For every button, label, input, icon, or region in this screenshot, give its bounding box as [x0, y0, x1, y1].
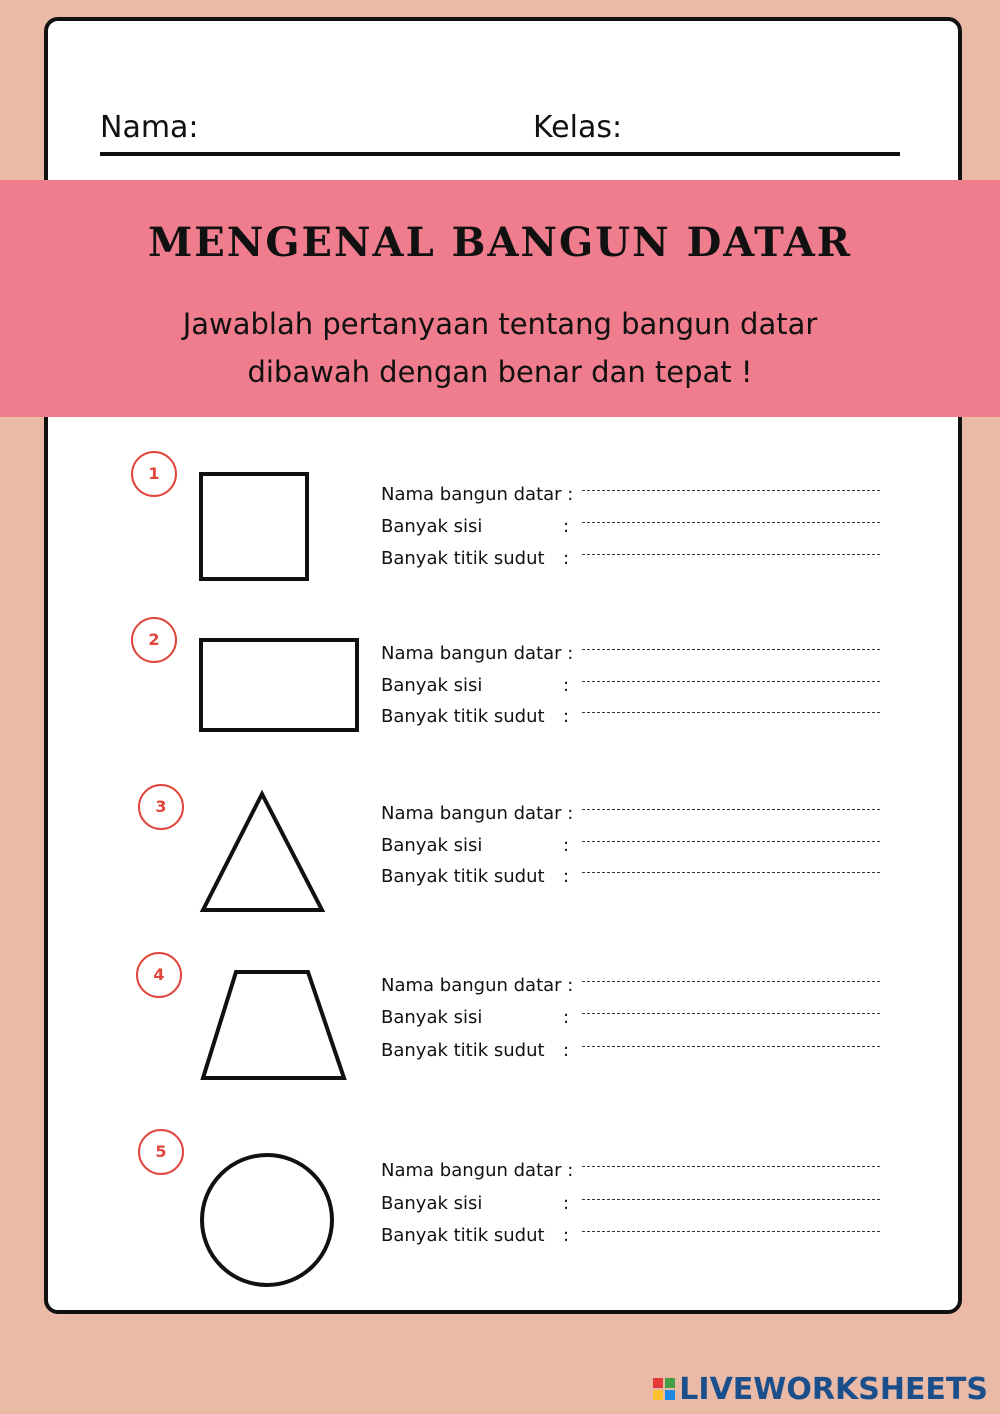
q1-name-label: Nama bangun datar :	[381, 484, 574, 505]
instructions	[0, 300, 1000, 396]
rectangle-shape	[198, 637, 362, 734]
circle-shape	[198, 1151, 338, 1289]
q3-corners-colon: :	[563, 866, 570, 887]
name-label: Nama:	[100, 110, 199, 145]
q3-sides-answer-line[interactable]	[582, 841, 880, 842]
q4-corners-answer-line[interactable]	[582, 1046, 880, 1047]
q5-corners-answer-line[interactable]	[582, 1231, 880, 1232]
worksheet-title: MENGENAL BANGUN DATAR	[148, 219, 852, 266]
instructions-line-1: Jawablah pertanyaan tentang bangun datar	[182, 307, 818, 341]
liveworksheets-logo-icon	[653, 1378, 675, 1400]
q2-corners-label: Banyak titik sudut	[381, 706, 545, 727]
question-number-2: 2	[131, 617, 177, 663]
q5-sides-label: Banyak sisi	[381, 1193, 483, 1214]
q5-corners-colon: :	[563, 1225, 570, 1246]
q2-corners-answer-line[interactable]	[582, 712, 880, 713]
q5-corners-label: Banyak titik sudut	[381, 1225, 545, 1246]
brand-name: LIVEWORKSHEETS	[679, 1371, 988, 1407]
triangle-shape	[198, 788, 328, 916]
name-class-row	[100, 106, 900, 156]
q2-sides-label: Banyak sisi	[381, 675, 483, 696]
question-number-5: 5	[138, 1129, 184, 1175]
q3-name-answer-line[interactable]	[582, 809, 880, 810]
q3-sides-colon: :	[563, 835, 570, 856]
q1-sides-label: Banyak sisi	[381, 516, 483, 537]
question-number-4: 4	[136, 952, 182, 998]
q4-name-answer-line[interactable]	[582, 981, 880, 982]
q3-name-label: Nama bangun datar :	[381, 803, 574, 824]
q5-sides-answer-line[interactable]	[582, 1199, 880, 1200]
q5-name-answer-line[interactable]	[582, 1166, 880, 1167]
q4-corners-label: Banyak titik sudut	[381, 1040, 545, 1061]
instructions-line-2: dibawah dengan benar dan tepat !	[247, 355, 753, 389]
question-number-1: 1	[131, 451, 177, 497]
q1-corners-label: Banyak titik sudut	[381, 548, 545, 569]
q1-sides-colon: :	[563, 516, 570, 537]
q1-sides-answer-line[interactable]	[582, 522, 880, 523]
q1-corners-colon: :	[563, 548, 570, 569]
q4-name-label: Nama bangun datar :	[381, 975, 574, 996]
q2-name-answer-line[interactable]	[582, 649, 880, 650]
q4-sides-label: Banyak sisi	[381, 1007, 483, 1028]
question-number-3: 3	[138, 784, 184, 830]
q4-corners-colon: :	[563, 1040, 570, 1061]
trapezoid-shape	[198, 967, 350, 1083]
class-label: Kelas:	[533, 110, 623, 145]
q2-sides-colon: :	[563, 675, 570, 696]
q5-sides-colon: :	[563, 1193, 570, 1214]
q1-corners-answer-line[interactable]	[582, 554, 880, 555]
q3-sides-label: Banyak sisi	[381, 835, 483, 856]
q4-sides-answer-line[interactable]	[582, 1013, 880, 1014]
q2-name-label: Nama bangun datar :	[381, 643, 574, 664]
q2-sides-answer-line[interactable]	[582, 681, 880, 682]
q1-name-answer-line[interactable]	[582, 490, 880, 491]
q3-corners-label: Banyak titik sudut	[381, 866, 545, 887]
q4-sides-colon: :	[563, 1007, 570, 1028]
square-shape	[198, 471, 312, 583]
q3-corners-answer-line[interactable]	[582, 872, 880, 873]
q5-name-label: Nama bangun datar :	[381, 1160, 574, 1181]
q2-corners-colon: :	[563, 706, 570, 727]
liveworksheets-brand[interactable]	[653, 1371, 988, 1407]
